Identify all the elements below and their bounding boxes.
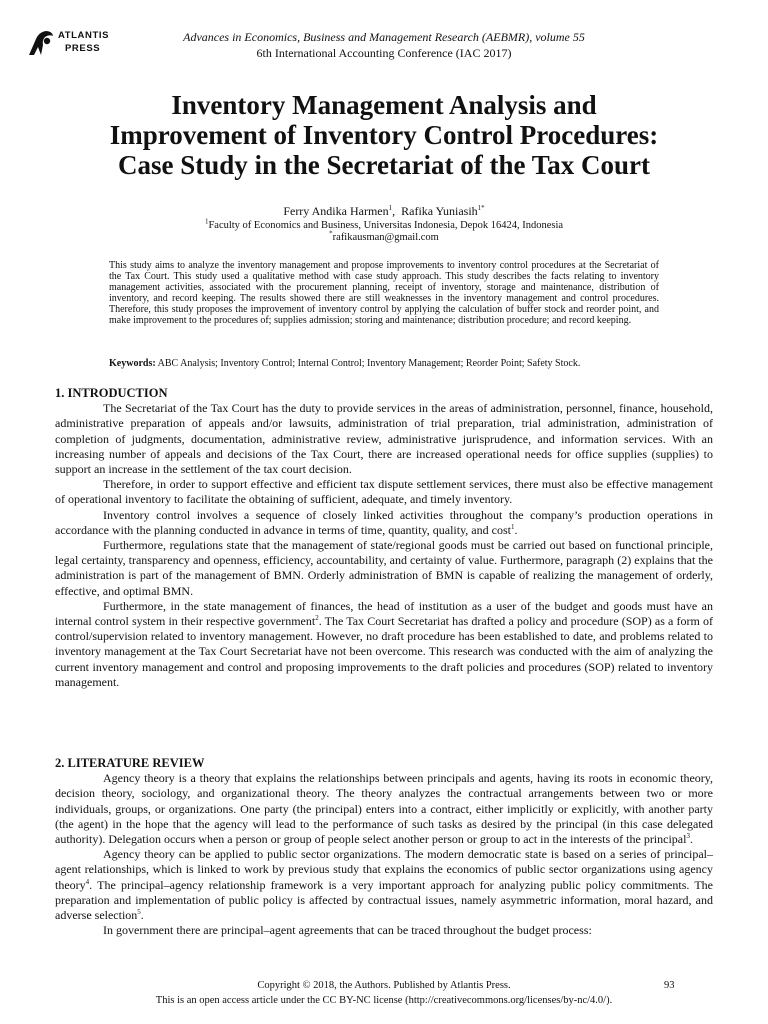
section-literature-review: [55, 756, 713, 938]
paragraph-end: .: [514, 522, 518, 537]
paper-title: [40, 90, 728, 180]
corresponding-email: [0, 231, 768, 244]
journal-name: Advances in Economics, Business and Management Research (AEBMR), volume 55: [183, 30, 585, 44]
license-line: This is an open access article under the CC BY-NC license (http://creativecommons.org/licenses/by-nc/4.0/).: [155, 995, 613, 1006]
author-name: Ferry Andika Harmen: [283, 204, 389, 218]
paragraph-text: Inventory control involves a sequence of closely linked activities throughout the company’s production operations in accordance with the planning conducted in advance in terms of time, quantity, quality, and cost: [55, 507, 713, 537]
section-introduction: [55, 386, 713, 690]
keywords: [109, 358, 679, 370]
author-superscript: 1: [388, 204, 393, 212]
author-superscript: 1*: [477, 204, 485, 212]
paragraph-text: . The principal–agency relationship framework is a very important approach for analyzing public policy commitments. The preparation and implementation of public policy is affected by contractual issues, namely asymmetric information, moral hazard, and adverse selection: [55, 877, 713, 923]
paragraph-end: .: [140, 908, 144, 923]
paragraph-text: Agency theory can be applied to public sector organizations. The modern democratic state is based on a series of principal–agent relationships, which is linked to work by previous study that explains the economics of public sector organizations using agency theory: [55, 847, 713, 892]
conference-name: 6th International Accounting Conference (IAC 2017): [256, 46, 512, 60]
paragraph: [55, 847, 713, 923]
title-line-2: Improvement of Inventory Control Procedures:: [109, 120, 659, 150]
citation-superscript: 1: [510, 522, 515, 531]
paragraph: In government there are principal–agent agreements that can be traced throughout the budget process:: [103, 923, 592, 938]
paragraph-text: Furthermore, in the state management of finances, the head of institution as a user of the budget and goods must have an internal control system in their respective government: [55, 598, 713, 629]
affiliation-superscript: 1: [204, 217, 209, 226]
email-text: rafikausman@gmail.com: [332, 232, 439, 243]
section-heading: 1. INTRODUCTION: [55, 386, 168, 400]
paragraph: [55, 508, 713, 538]
paragraph: [55, 771, 713, 847]
section-heading: 2. LITERATURE REVIEW: [55, 756, 205, 770]
citation-superscript: 2: [315, 614, 319, 623]
paragraph: Furthermore, regulations state that the management of state/regional goods must be carried out based on functional principle, legal certainty, transparency and openness, efficiency, accountability, and certainty of value. Furthermore, paragraph (2) explains that the administration is part of the management of BMN. Orderly administration of BMN is capable of realizing the management of orderly, effective, and optimal BMN.: [55, 538, 713, 598]
logo-line-1: ATLANTIS: [58, 30, 110, 41]
citation-superscript: 4: [85, 877, 90, 886]
page-number: 93: [664, 980, 675, 991]
paragraph: [55, 599, 713, 690]
abstract: This study aims to analyze the inventory management and propose improvements to inventory control procedures at the Secretariat of the Tax Court. This study used a qualitative method with case study approach. This study describes the facts relating to inventory management activities, associated with the procurement planning, receipt of inventory, storage and maintenance, distribution of inventory, and record keeping. The results showed there are still weaknesses in the inventory management and control procedures. Therefore, this study proposes the improvement of inventory control by applying the calculation of buffer stock and reorder point, and make improvement to the procedures of; supplies admission; storing and maintenance; distribution procedure; and record keeping.: [109, 260, 659, 327]
citation-superscript: 5: [137, 908, 141, 917]
email-superscript: *: [329, 229, 333, 238]
author-list: Ferry Andika Harmen$^1$, Rafika Yuniasih$^{1*}$: [283, 204, 485, 218]
paragraph: The Secretariat of the Tax Court has the duty to provide services in the areas of administration, personnel, finance, household, administrative preparation of appeals and/or lawsuits, administration of trial preparation, trial administration, administration of completion of judgments, documentation, administrative review, administrative jurisprudence, and information services. With an increasing number of appeals and decisions of the Tax Court, there are increased operational needs for office supplies (supplies) to support an increase in the settlement of the tax court decision.: [55, 401, 713, 477]
paragraph-text: Agency theory is a theory that explains the relationships between principals and agents, having its roots in economic theory, decision theory, sociology, and organizational theory. The theory analyzes the contractual arrangements between two or more individuals, groups, or organizations. One party (the principal) enters into a contract, either implicitly or explicitly, with another party (the agent) in the hope that the agency will lead to the performance of such tasks as desired by the principal (in this case delegated authority). Delegation occurs when a person or group of people select another person or group to act in the interests of the principal: [55, 771, 713, 847]
title-line-1: Inventory Management Analysis and: [171, 90, 597, 120]
affiliation-text: Faculty of Economics and Business, Universitas Indonesia, Depok 16424, Indonesia: [208, 220, 564, 231]
title-line-3: Case Study in the Secretariat of the Tax Court: [118, 150, 650, 180]
author-name: Rafika Yuniasih: [401, 204, 478, 218]
paragraph-text: . The Tax Court Secretariat has drafted a policy and procedure (SOP) as a form of control/supervision related to inventory management. However, no draft procedure has been established to date, and problems related to inventory management at the Tax Court Secretariat have not been overcome. This research was conducted with the aim of analyzing the current inventory management and control and proposing improvements to the draft policies and procedures (SOP) related to inventory management.: [55, 614, 713, 689]
copyright-line: Copyright © 2018, the Authors. Published by Atlantis Press.: [257, 980, 511, 991]
keywords-label: Keywords:: [109, 358, 156, 369]
keywords-text: ABC Analysis; Inventory Control; Internal Control; Inventory Management; Reorder Point; Safety Stock.: [157, 358, 581, 369]
paragraph: Therefore, in order to support effective and efficient tax dispute settlement services, there must also be effective management of operational inventory to facilitate the obtaining of sufficient, adequate, and timely inventory.: [55, 477, 713, 507]
logo-line-2: PRESS: [65, 43, 101, 54]
paragraph-end: .: [689, 832, 693, 847]
citation-superscript: 3: [686, 832, 690, 841]
